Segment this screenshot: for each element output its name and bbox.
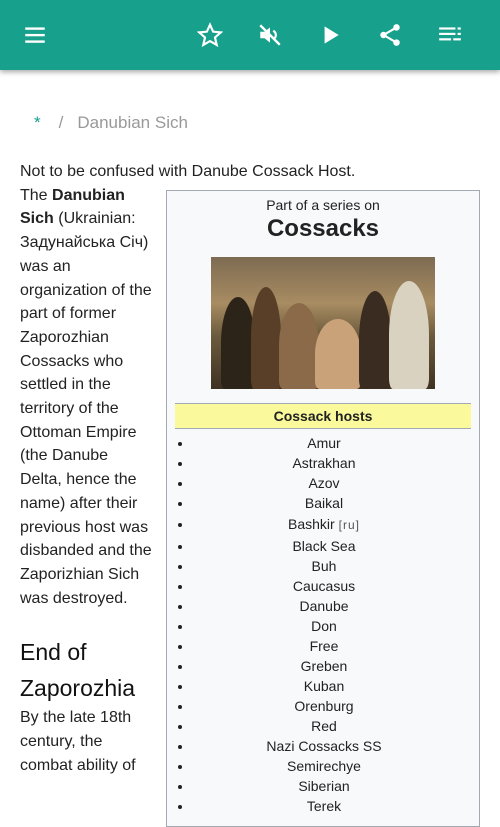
mute-icon — [257, 22, 283, 48]
infobox-painting[interactable] — [211, 257, 435, 389]
section-paragraph: By the late 18th century, the combat ability of — [20, 709, 136, 774]
host-link[interactable]: • Bashkir [ru] — [193, 513, 479, 536]
menu-button[interactable] — [15, 15, 55, 55]
host-link[interactable]: • Amur — [193, 433, 479, 453]
host-link[interactable]: • Caucasus — [193, 576, 479, 596]
host-link[interactable]: • Danube — [193, 596, 479, 616]
article-content — [20, 160, 480, 827]
host-link[interactable]: • Nazi Cossacks SS — [193, 736, 479, 756]
play-icon — [317, 22, 343, 48]
host-link[interactable]: • Free — [193, 636, 479, 656]
favorite-button[interactable] — [190, 15, 230, 55]
host-link[interactable]: • Greben — [193, 656, 479, 676]
section-heading: End of Zaporozhia — [20, 639, 136, 702]
host-link[interactable]: • Kuban — [193, 676, 479, 696]
language-link-ru[interactable]: [ru] — [338, 517, 361, 532]
host-link[interactable]: • Orenburg — [193, 696, 479, 716]
playlist-button[interactable] — [430, 15, 470, 55]
host-link[interactable]: • Astrakhan — [193, 453, 479, 473]
menu-icon — [22, 22, 48, 48]
host-link[interactable]: • Red — [193, 716, 479, 736]
list-icon — [437, 22, 463, 48]
host-link[interactable]: • Black Sea — [193, 536, 479, 556]
host-link[interactable]: • Baikal — [193, 493, 479, 513]
share-icon — [377, 22, 403, 48]
host-link[interactable]: • Azov — [193, 473, 479, 493]
infobox — [166, 190, 480, 827]
play-button[interactable] — [310, 15, 350, 55]
top-toolbar — [0, 0, 500, 70]
cossack-hosts-list — [167, 433, 479, 816]
host-link[interactable]: • Semirechye — [193, 756, 479, 776]
mute-button[interactable] — [250, 15, 290, 55]
star-icon — [197, 22, 223, 48]
host-link[interactable]: • Terek — [193, 796, 479, 816]
infobox-list-header: Cossack hosts — [175, 403, 471, 429]
intro-paragraph: The Danubian Sich (Ukrainian: Задунайська Січ) was an organization of the part of former Zaporozhian Cossacks who settled in the territory of the Ottoman Empire (the Danube Delta, hence the name) after their previous host was disbanded and the Zaporizhian Sich was destroyed. — [20, 186, 152, 607]
breadcrumb — [34, 113, 188, 133]
host-link[interactable]: • Don — [193, 616, 479, 636]
breadcrumb-home-link[interactable]: * — [34, 113, 41, 132]
hatnote: Not to be confused with Danube Cossack Host. — [20, 163, 356, 180]
host-link[interactable]: • Buh — [193, 556, 479, 576]
share-button[interactable] — [370, 15, 410, 55]
infobox-title: Cossacks — [266, 214, 380, 242]
breadcrumb-current: Danubian Sich — [77, 113, 188, 132]
article-subject: Danubian Sich — [20, 186, 125, 228]
host-link[interactable]: • Siberian — [193, 776, 479, 796]
infobox-pre-title: Part of a series on — [266, 196, 380, 213]
breadcrumb-separator: / — [58, 113, 64, 132]
